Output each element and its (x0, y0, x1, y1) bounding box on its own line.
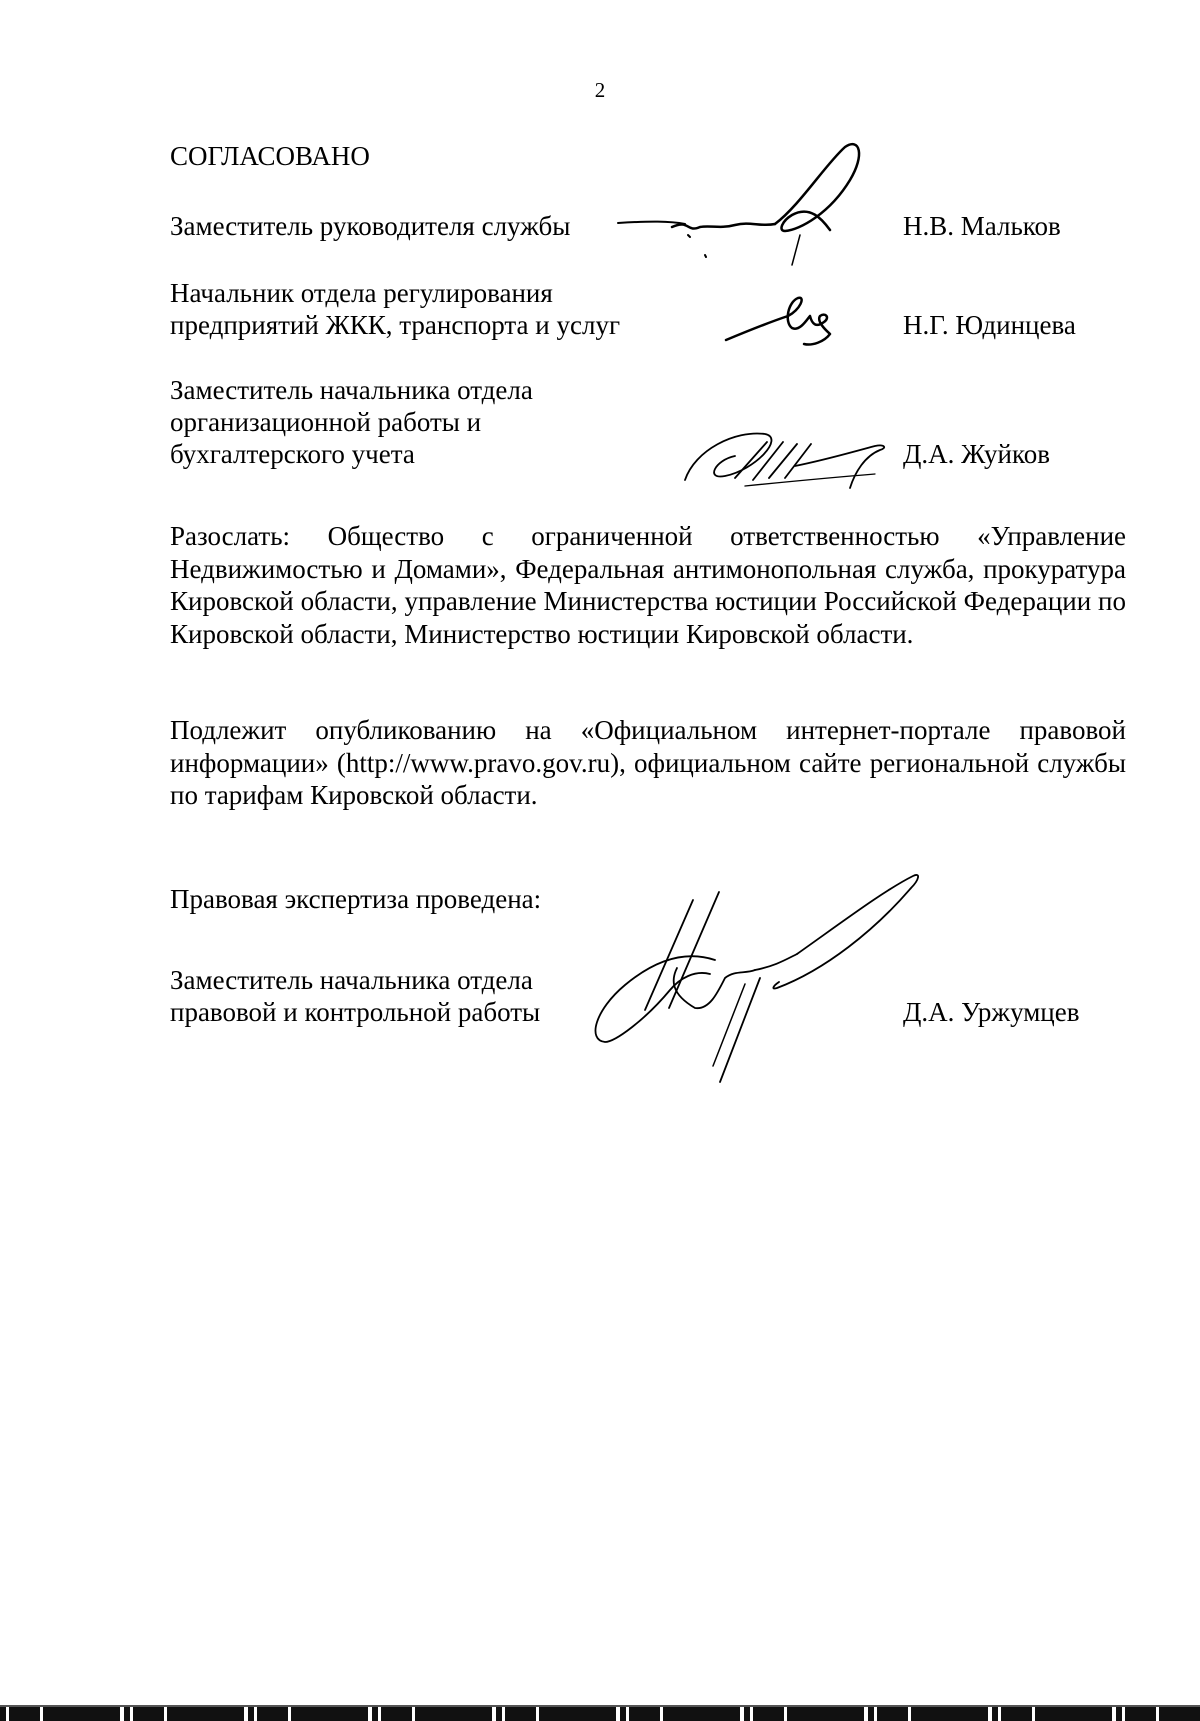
signatory-3-name: Д.А. Жуйков (903, 439, 1050, 469)
signatory-2-title-line-2: предприятий ЖКК, транспорта и услуг (170, 310, 621, 340)
signature-urzhumtsev (585, 870, 925, 1090)
signatory-1-name: Н.В. Мальков (903, 211, 1061, 241)
approval-heading: СОГЛАСОВАНО (170, 141, 370, 171)
signatory-1-title-line-1: Заместитель руководителя службы (170, 211, 571, 241)
legal-review-title-line-2: правовой и контрольной работы (170, 997, 541, 1027)
page-number: 2 (594, 78, 606, 102)
publication-note: Подлежит опубликованию на «Официальном интернет-портале правовой информации» (http://www.pravo.gov.ru), официальном сайте региональной службы по тарифам Кировской области. (170, 715, 1126, 810)
distribution-list: Разослать: Общество с ограниченной ответственностью «Управление Недвижимостью и Домами», Федеральная антимонопольная служба, прокуратура Кировской области, управление Министерства юстиции Российской Федерации по Кировской области, Министерство юстиции Кировской области. (170, 521, 1126, 649)
signature-yudintseva (720, 288, 840, 358)
legal-review-title-line-1: Заместитель начальника отдела (170, 965, 533, 995)
signature-zhuykov (675, 420, 905, 500)
signatory-2-title-line-1: Начальник отдела регулирования (170, 278, 553, 308)
legal-review-heading: Правовая экспертиза проведена: (170, 884, 542, 914)
signatory-3-title-line-3: бухгалтерского учета (170, 439, 415, 469)
legal-review-name: Д.А. Уржумцев (903, 997, 1080, 1027)
signature-malkov (560, 135, 880, 275)
signatory-2-name: Н.Г. Юдинцева (903, 310, 1076, 340)
signatory-3-title-line-2: организационной работы и (170, 407, 482, 437)
scan-edge-bar (0, 1707, 1200, 1721)
signatory-3-title-line-1: Заместитель начальника отдела (170, 375, 533, 405)
